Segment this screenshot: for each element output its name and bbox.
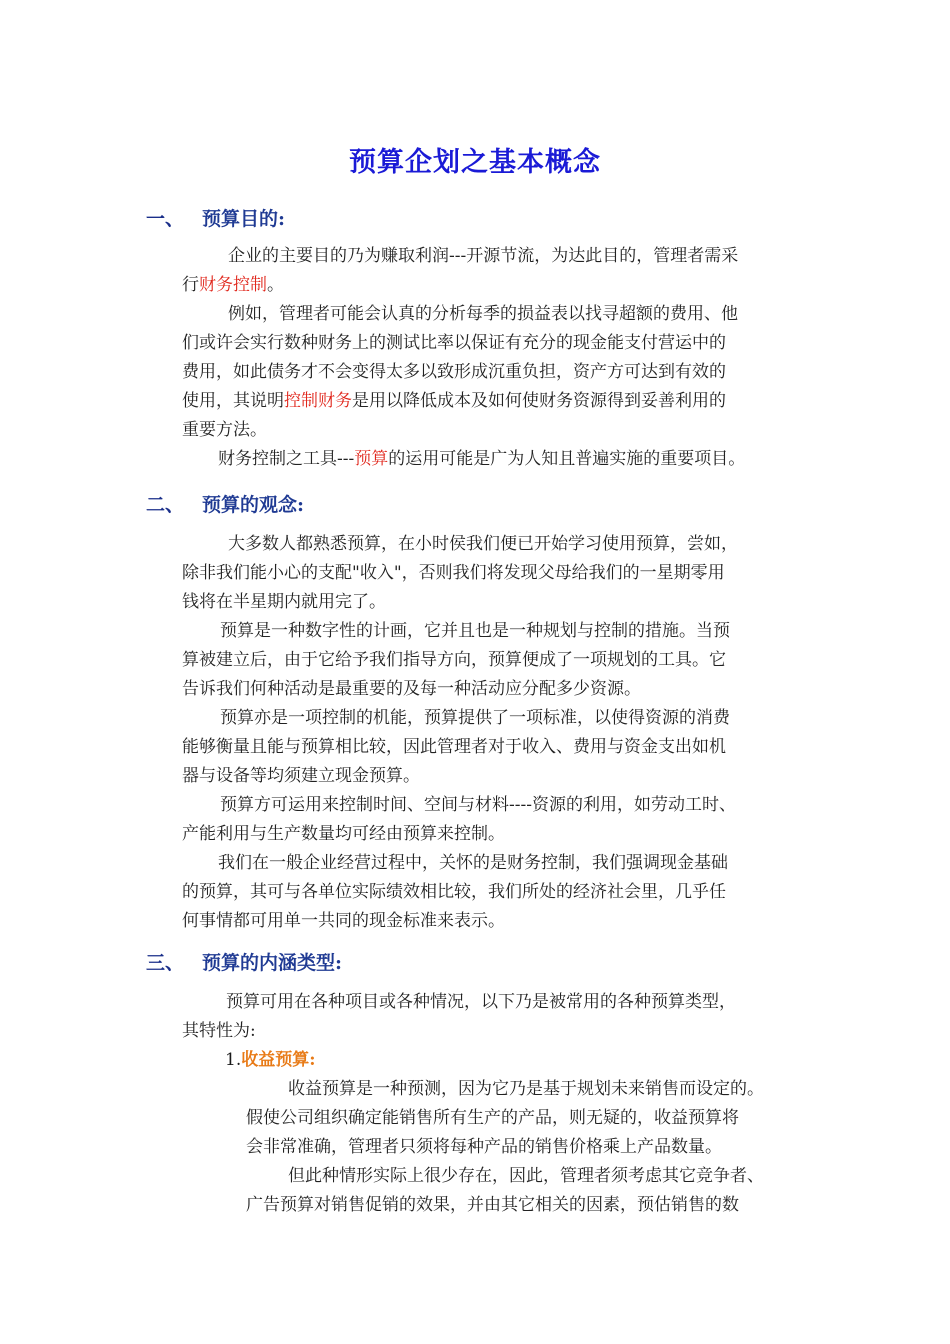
text-line: 能够衡量且能与预算相比较，因此管理者对于收入、费用与资金支出如机 — [182, 737, 726, 757]
list-item-body — [246, 1075, 764, 1220]
text-line: 预算方可运用来控制时间、空间与材料----资源的利用，如劳动工时、 — [220, 795, 736, 815]
section-number: 一、 — [146, 208, 185, 230]
list-item-title: 收益预算: — [241, 1050, 316, 1070]
text-line: 预算是一种数字性的计画，它并且也是一种规划与控制的措施。当预 — [220, 621, 730, 641]
text-line: 会非常准确，管理者只须将每种产品的销售价格乘上产品数量。 — [246, 1137, 722, 1157]
text-line: 器与设备等均须建立现金预算。 — [182, 766, 420, 786]
text-line — [182, 271, 745, 300]
text-line: 收益预算是一种预测，因为它乃是基于规划未来销售而设定的。 — [288, 1079, 764, 1099]
text-span: 是用以降低成本及如何使财务资源得到妥善利用的 — [352, 391, 726, 411]
text-line: 算被建立后，由于它给予我们指导方向，预算便成了一项规划的工具。它 — [182, 650, 726, 670]
section-heading-3 — [146, 948, 342, 975]
text-line: 重要方法。 — [182, 420, 267, 440]
section-heading-2 — [146, 490, 304, 517]
text-span: 使用，其说明 — [182, 391, 284, 411]
text-line: 钱将在半星期内就用完了。 — [182, 592, 386, 612]
text-span: 的运用可能是广为人知且普遍实施的重要项目。 — [388, 449, 746, 469]
text-line — [176, 445, 745, 474]
text-line: 大多数人都熟悉预算，在小时侯我们便已开始学习使用预算，尝如， — [228, 534, 738, 554]
page-title: 预算企划之基本概念 — [349, 147, 601, 178]
text-span: 财务控制之工具--- — [218, 449, 355, 469]
text-line: 告诉我们何种活动是最重要的及每一种活动应分配多少资源。 — [182, 679, 641, 699]
text-line: 费用，如此债务才不会变得太多以致形成沉重负担，资产方可达到有效的 — [182, 362, 726, 382]
text-line: 的预算，其可与各单位实际绩效相比较，我们所处的经济社会里，几乎任 — [182, 882, 726, 902]
text-span: 。 — [267, 275, 284, 295]
text-line: 但此种情形实际上很少存在，因此，管理者须考虑其它竞争者、 — [288, 1166, 764, 1186]
section-1-body — [182, 242, 745, 474]
text-line: 假使公司组织确定能销售所有生产的产品，则无疑的，收益预算将 — [246, 1108, 739, 1128]
section-3-intro — [182, 988, 736, 1046]
text-line: 广告预算对销售促销的效果，并由其它相关的因素，预估销售的数 — [246, 1195, 739, 1215]
text-line: 例如，管理者可能会认真的分析每季的损益表以找寻超额的费用、他 — [228, 304, 738, 324]
section-number: 二、 — [146, 494, 185, 516]
text-span: 行 — [182, 275, 199, 295]
section-number: 三、 — [146, 952, 185, 974]
section-2-body — [182, 530, 738, 936]
text-line: 除非我们能小心的支配"收入"，否则我们将发现父母给我们的一星期零用 — [182, 563, 725, 583]
highlight-text: 预算 — [354, 449, 389, 469]
section-title: 预算目的: — [202, 208, 286, 230]
text-line — [182, 387, 745, 416]
section-title: 预算的观念: — [202, 494, 305, 516]
text-line: 何事情都可用单一共同的现金标准来表示。 — [182, 911, 505, 931]
text-line: 预算亦是一项控制的机能，预算提供了一项标准，以使得资源的消费 — [220, 708, 730, 728]
text-line: 预算可用在各种项目或各种情况，以下乃是被常用的各种预算类型， — [226, 992, 736, 1012]
highlight-text: 财务控制 — [199, 275, 267, 295]
section-title: 预算的内涵类型: — [202, 952, 343, 974]
list-item-heading — [225, 1046, 316, 1075]
text-line: 产能利用与生产数量均可经由预算来控制。 — [182, 824, 505, 844]
text-line: 们或许会实行数种财务上的测试比率以保证有充分的现金能支付营运中的 — [182, 333, 726, 353]
section-heading-1 — [146, 204, 285, 231]
text-line: 其特性为: — [182, 1021, 256, 1041]
text-line: 企业的主要目的乃为赚取利润---开源节流，为达此目的，管理者需采 — [228, 246, 739, 266]
highlight-text: 控制财务 — [284, 391, 352, 411]
list-item-number: 1. — [225, 1050, 242, 1070]
text-line: 我们在一般企业经营过程中，关怀的是财务控制，我们强调现金基础 — [218, 853, 728, 873]
